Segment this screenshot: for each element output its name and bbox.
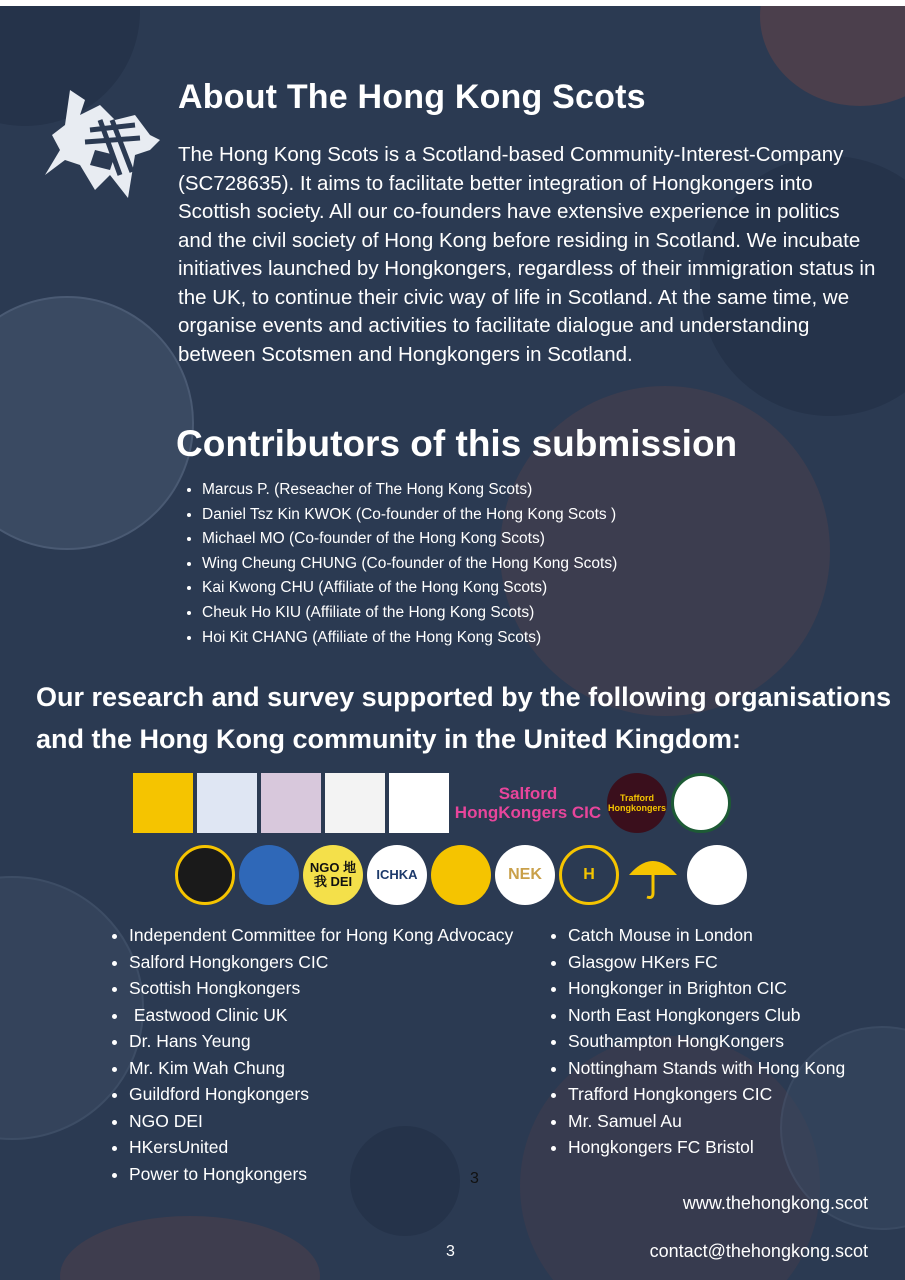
org-logo [261, 773, 321, 833]
list-item: • Eastwood Clinic UK [129, 1002, 513, 1029]
org-logo [197, 773, 257, 833]
org-logo [389, 773, 449, 833]
list-item: • Power to Hongkongers [129, 1161, 513, 1188]
org-logos-row-2 [175, 845, 747, 905]
list-item: • Southampton HongKongers [568, 1028, 845, 1055]
list-item: • Dr. Hans Yeung [129, 1028, 513, 1055]
list-item: • Trafford Hongkongers CIC [568, 1081, 845, 1108]
ngo-dei-logo: NGO 地 我 DEI [303, 845, 363, 905]
list-item: • Wing Cheung CHUNG (Co-founder of the Hong Kong Scots) [202, 552, 617, 577]
nek-logo: NEK [495, 845, 555, 905]
list-item: • HKersUnited [129, 1134, 513, 1161]
list-item: • Scottish Hongkongers [129, 975, 513, 1002]
list-item: • Hoi Kit CHANG (Affiliate of the Hong Kong Scots) [202, 626, 617, 651]
list-item: • Marcus P. (Reseacher of The Hong Kong Scots) [202, 478, 617, 503]
org-logo [133, 773, 193, 833]
contributors-list [182, 478, 617, 650]
page-number-footer: 3 [446, 1243, 455, 1260]
website-link[interactable]: www.thehongkong.scot [682, 1193, 868, 1213]
page-number: 3 [470, 1170, 479, 1187]
list-item: • Cheuk Ho KIU (Affiliate of the Hong Kong Scots) [202, 601, 617, 626]
list-item: • Michael MO (Co-founder of the Hong Kong Scots) [202, 527, 617, 552]
org-logo: H [559, 845, 619, 905]
hong-kong-scots-logo-icon [40, 80, 165, 205]
nottingham-logo [671, 773, 731, 833]
org-logos-row-1 [133, 773, 731, 833]
list-item: • Hongkonger in Brighton CIC [568, 975, 845, 1002]
supporters-title: Our research and survey supported by the following organisations and the Hong Kong community in the United Kingdom: [36, 682, 892, 754]
list-item: • Guildford Hongkongers [129, 1081, 513, 1108]
list-item: • Salford Hongkongers CIC [129, 949, 513, 976]
about-description: The Hong Kong Scots is a Scotland-based Community-Interest-Company (SC728635). It aims to facilitate better integration of Hongkongers into Scottish society. All our co-founders have extensive experience in politics and the civil society of Hong Kong before residing in Scotland. We incubate initiatives launched by Hongkongers, regardless of their immigration status in the UK, to continue their civic way of life in Scotland. At the same time, we organise events and activities to facilitate dialogue and understanding between Scotsmen and Hongkongers in Scotland. [178, 143, 876, 366]
list-item: • Hongkongers FC Bristol [568, 1134, 845, 1161]
list-item: • Independent Committee for Hong Kong Advocacy [129, 922, 513, 949]
org-logo [175, 845, 235, 905]
umbrella-icon [623, 845, 683, 905]
list-item: • Mr. Kim Wah Chung [129, 1055, 513, 1082]
about-title: About The Hong Kong Scots [178, 78, 646, 116]
list-item: • NGO DEI [129, 1108, 513, 1135]
list-item: • North East Hongkongers Club [568, 1002, 845, 1029]
contributors-title: Contributors of this submission [176, 423, 738, 464]
list-item: • Kai Kwong CHU (Affiliate of the Hong Kong Scots) [202, 576, 617, 601]
trafford-hongkongers-logo: Trafford Hongkongers [607, 773, 667, 833]
org-logo [431, 845, 491, 905]
contact-email-link[interactable]: contact@thehongkong.scot [649, 1241, 868, 1261]
crest-logo [687, 845, 747, 905]
org-logo [325, 773, 385, 833]
list-item: • Nottingham Stands with Hong Kong [568, 1055, 845, 1082]
org-logo [239, 845, 299, 905]
list-item: • Catch Mouse in London [568, 922, 845, 949]
salford-hongkongers-logo: Salford HongKongers CIC [454, 784, 602, 822]
list-item: • Glasgow HKers FC [568, 949, 845, 976]
list-item: • Daniel Tsz Kin KWOK (Co-founder of the Hong Kong Scots ) [202, 503, 617, 528]
supporters-list-right [546, 922, 845, 1161]
supporters-list-left [107, 922, 513, 1187]
list-item: • Mr. Samuel Au [568, 1108, 845, 1135]
ichka-logo: ICHKA [367, 845, 427, 905]
